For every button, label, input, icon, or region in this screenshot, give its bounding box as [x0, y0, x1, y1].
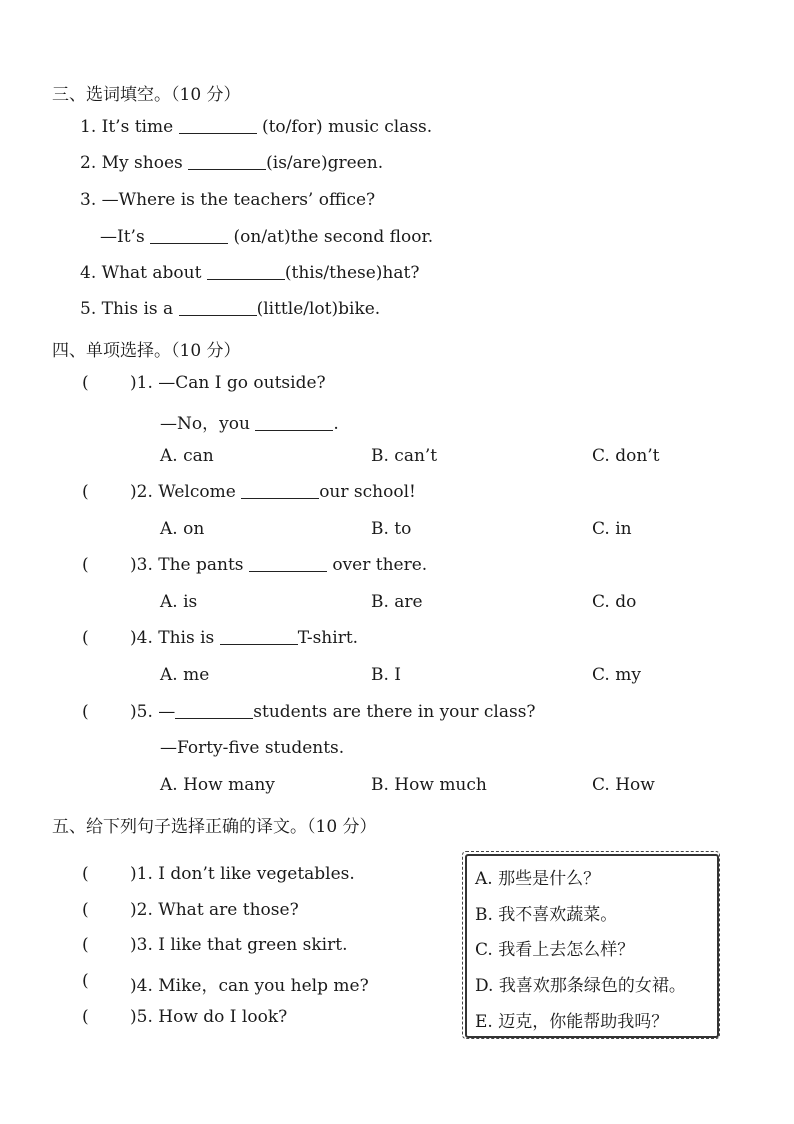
s4-q3-option-b[interactable]: B. are	[371, 592, 423, 612]
s4-q4-stem	[130, 628, 358, 648]
s4-q1-line2-pre: —No，you	[160, 414, 250, 434]
answer-blank[interactable]	[249, 570, 327, 572]
s4-q2-option-c[interactable]: C. in	[592, 519, 632, 539]
s3-question-3b	[100, 227, 433, 247]
s5-item-3: )3. I like that green skirt.	[130, 935, 348, 955]
s4-q3-option-c[interactable]: C. do	[592, 592, 637, 612]
s4-q1-line2-post: .	[333, 414, 339, 434]
s4-q4-option-c[interactable]: C. my	[592, 665, 641, 685]
s3-question-3a: 3. —Where is the teachers’ office?	[80, 190, 376, 210]
answer-blank[interactable]	[241, 497, 319, 499]
s4-q1-option-c[interactable]: C. don’t	[592, 446, 660, 466]
s3-question-5	[80, 299, 380, 319]
s3-q1-pre: 1. It’s time	[80, 117, 174, 137]
s4-q4-post: T-shirt.	[297, 628, 359, 648]
answer-blank[interactable]	[150, 242, 228, 244]
s4-q4-option-a[interactable]: A. me	[160, 665, 210, 685]
section-4-title: 四、单项选择。（10 分）	[52, 341, 241, 361]
s4-q5-option-a[interactable]: A. How many	[160, 775, 275, 795]
s3-q1-post: (to/for) music class.	[261, 117, 433, 137]
answer-blank[interactable]	[255, 429, 333, 431]
s5-item-2: )2. What are those?	[130, 900, 299, 920]
s3-question-1	[80, 117, 432, 137]
s4-q5-line2: —Forty-five students.	[160, 738, 345, 758]
s3-q5-pre: 5. This is a	[80, 299, 174, 319]
answer-blank[interactable]	[207, 278, 285, 280]
s3-question-2	[80, 153, 383, 173]
s3-q5-post: (little/lot)bike.	[256, 299, 381, 319]
choice-a: A. 那些是什么？	[475, 869, 601, 889]
answer-blank[interactable]	[175, 717, 253, 719]
s4-q3-pre: )3. The pants	[130, 555, 244, 575]
s4-q2-option-b[interactable]: B. to	[371, 519, 412, 539]
s5-item-1: )1. I don’t like vegetables.	[130, 864, 355, 884]
s4-q1-stem: )1. —Can I go outside?	[130, 373, 326, 393]
s4-q5-stem	[130, 702, 536, 722]
s4-q1-line2	[160, 409, 339, 434]
answer-paren-open[interactable]: (	[82, 482, 89, 502]
s3-question-4	[80, 263, 419, 283]
s3-q3b-pre: —It’s	[100, 227, 145, 247]
s5-item-5: )5. How do I look?	[130, 1007, 288, 1027]
s4-q4-pre: )4. This is	[130, 628, 215, 648]
s4-q1-option-b[interactable]: B. can’t	[371, 446, 438, 466]
answer-paren-open[interactable]: (	[82, 628, 89, 648]
s3-q2-post: (is/are)green.	[266, 153, 384, 173]
answer-blank[interactable]	[179, 314, 257, 316]
answer-blank[interactable]	[188, 168, 266, 170]
answer-paren-open[interactable]: (	[82, 900, 89, 920]
choice-d: D. 我喜欢那条绿色的女裙。	[475, 976, 686, 996]
s4-q2-post: our school!	[319, 482, 416, 502]
answer-paren-open[interactable]: (	[82, 864, 89, 884]
s4-q2-stem	[130, 482, 416, 502]
s3-q2-pre: 2. My shoes	[80, 153, 183, 173]
s4-q2-option-a[interactable]: A. on	[160, 519, 205, 539]
answer-paren-open[interactable]: (	[82, 971, 89, 991]
answer-paren-open[interactable]: (	[82, 373, 89, 393]
s3-q4-post: (this/these)hat?	[284, 263, 420, 283]
s5-item-4: )4. Mike，can you help me?	[130, 976, 369, 996]
section-5-title: 五、给下列句子选择正确的译文。（10 分）	[52, 817, 377, 837]
answer-paren-open[interactable]: (	[82, 702, 89, 722]
s4-q5-option-b[interactable]: B. How much	[371, 775, 487, 795]
s4-q5-post: students are there in your class?	[253, 702, 536, 722]
answer-blank[interactable]	[179, 132, 257, 134]
choice-c: C. 我看上去怎么样？	[475, 940, 635, 960]
section-3-title: 三、选词填空。（10 分）	[52, 85, 241, 105]
s4-q3-option-a[interactable]: A. is	[160, 592, 198, 612]
choice-e: E. 迈克，你能帮助我吗？	[475, 1012, 669, 1032]
s3-q4-pre: 4. What about	[80, 263, 202, 283]
s4-q3-post: over there.	[332, 555, 428, 575]
answer-paren-open[interactable]: (	[82, 935, 89, 955]
s4-q4-option-b[interactable]: B. I	[371, 665, 402, 685]
answer-paren-open[interactable]: (	[82, 1007, 89, 1027]
s4-q5-option-c[interactable]: C. How	[592, 775, 655, 795]
answer-blank[interactable]	[220, 643, 298, 645]
s4-q2-pre: )2. Welcome	[130, 482, 236, 502]
s3-q3b-post: (on/at)the second floor.	[233, 227, 434, 247]
answer-paren-open[interactable]: (	[82, 555, 89, 575]
s4-q5-pre: )5. —	[130, 702, 176, 722]
s4-q1-option-a[interactable]: A. can	[160, 446, 214, 466]
s4-q3-stem	[130, 555, 427, 575]
choice-b: B. 我不喜欢蔬菜。	[475, 905, 618, 925]
